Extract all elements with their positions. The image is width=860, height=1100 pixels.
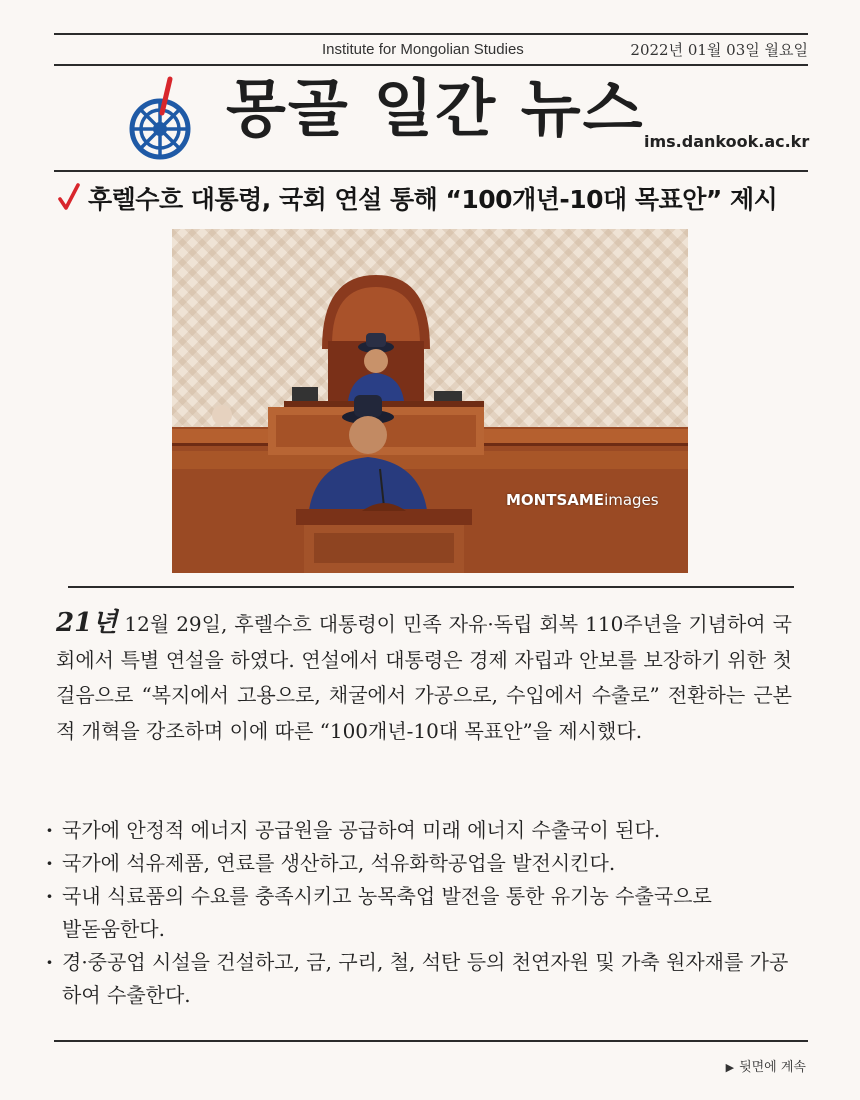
institute-name: Institute for Mongolian Studies [322, 41, 524, 58]
headline-row [58, 180, 806, 220]
goal-list [44, 814, 804, 1012]
list-item: · 국가에 석유제품, 연료를 생산하고, 석유화학공업을 발전시킨다. [44, 847, 804, 880]
masthead-title: 몽골 일간 뉴스 [226, 72, 645, 145]
site-url: ims.dankook.ac.kr [644, 132, 810, 151]
issue-date: 2022년 01월 03일 월요일 [630, 41, 808, 59]
play-triangle-icon: ▶ [725, 1061, 735, 1074]
list-item: · 경·중공업 시설을 건설하고, 금, 구리, 철, 석탄 등의 천연자원 및 가축 원자재를 가공하여 수출한다. [44, 946, 802, 1012]
lede-paragraph [56, 606, 792, 749]
lede-text: 12월 29일, 후렐수흐 대통령이 민족 자유·독립 회복 110주년을 기념하여 국회에서 특별 연설을 하였다. 연설에서 대통령은 경제 자립과 안보를 보장하기 위한 첫걸음으로 “복지에서 고용으로, 채굴에서 가공으로, 수입에서 수출로” 전환하는 근본적 개혁을 강조하며 이에 따른 “100개년-10대 목표안”을 제시했다. [56, 612, 792, 743]
top-rule [54, 33, 808, 35]
list-item: · 국가에 안정적 에너지 공급원을 공급하여 미래 에너지 수출국이 된다. [44, 814, 804, 847]
masthead-rule [54, 170, 808, 172]
footer-rule [54, 1040, 808, 1042]
list-item: · 국내 식료품의 수요를 충족시키고 농목축업 발전을 통한 유기농 수출국으로 발돋움한다. [44, 880, 722, 946]
article-photo [172, 229, 688, 573]
lede-year: 21년 [56, 608, 118, 638]
section-rule [68, 586, 794, 588]
article-headline: 후렐수흐 대통령, 국회 연설 통해 “100개년-10대 목표안” 제시 [88, 185, 778, 214]
header-rule [54, 64, 808, 66]
dharma-wheel-icon [124, 73, 200, 163]
continued-link[interactable]: ▶ 뒷면에 계속 [725, 1060, 806, 1075]
checkmark-icon [58, 182, 80, 212]
photo-watermark: MONTSAMEimages [506, 491, 659, 509]
